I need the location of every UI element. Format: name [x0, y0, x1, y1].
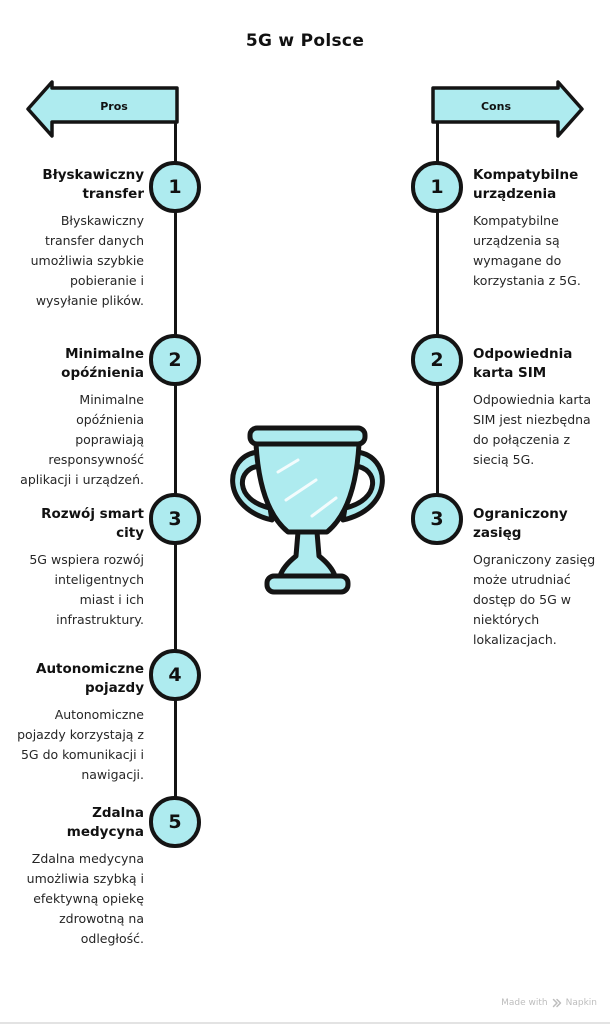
- page-title: 5G w Polsce: [245, 31, 365, 51]
- cons-item-2-title: Odpowiednia karta SIM: [473, 346, 573, 381]
- pros-item-5-title: Zdalna medycyna: [66, 805, 144, 840]
- pros-step-circle-2: [149, 334, 201, 386]
- cons-arrow-label: Cons: [480, 100, 512, 113]
- pros-item-2: [16, 345, 144, 490]
- cons-item-2-description: Odpowiednia karta SIM jest niezbędna do połączenia z siecią 5G.: [473, 392, 592, 467]
- napkin-logo-icon: [552, 998, 562, 1008]
- pros-step-circle-4: [149, 649, 201, 701]
- pros-item-1-title: Błyskawiczny transfer: [42, 167, 144, 202]
- pros-timeline-line: [174, 122, 177, 822]
- pros-item-1: [16, 166, 144, 311]
- pros-step-number-1: 1: [168, 176, 182, 198]
- pros-step-circle-5: [149, 796, 201, 848]
- cons-item-3-title: Ograniczony zasięg: [473, 506, 568, 541]
- trophy-icon: [220, 424, 395, 620]
- cons-step-circle-3: [411, 493, 463, 545]
- cons-item-1: [473, 166, 601, 291]
- trophy-rim: [250, 428, 365, 444]
- pros-step-circle-3: [149, 493, 201, 545]
- pros-arrow-label: Pros: [100, 100, 128, 113]
- pros-step-number-4: 4: [168, 664, 182, 686]
- cons-item-1-description: Kompatybilne urządzenia są wymagane do korzystania z 5G.: [473, 213, 581, 288]
- pros-step-circle-1: [149, 161, 201, 213]
- pros-item-3-title: Rozwój smart city: [41, 506, 144, 541]
- cons-step-number-3: 3: [430, 508, 444, 530]
- pros-item-3: [16, 505, 144, 630]
- cons-step-circle-1: [411, 161, 463, 213]
- pros-step-number-2: 2: [168, 349, 182, 371]
- pros-item-3-description: 5G wspiera rozwój inteligentnych miast i ich infrastruktury.: [29, 552, 144, 627]
- pros-arrow-icon: [20, 80, 182, 138]
- cons-step-circle-2: [411, 334, 463, 386]
- pros-item-2-description: Minimalne opóźnienia poprawiają responsywność aplikacji i urządzeń.: [20, 392, 144, 487]
- cons-arrow-icon: [428, 80, 590, 138]
- pros-item-2-title: Minimalne opóźnienia: [61, 346, 144, 381]
- watermark: [501, 998, 597, 1008]
- cons-step-number-1: 1: [430, 176, 444, 198]
- cons-item-1-title: Kompatybilne urządzenia: [473, 167, 579, 202]
- watermark-prefix: Made with: [501, 998, 548, 1008]
- pros-item-4-title: Autonomiczne pojazdy: [36, 661, 144, 696]
- cons-step-number-2: 2: [430, 349, 444, 371]
- cons-item-3-description: Ograniczony zasięg może utrudniać dostęp do 5G w niektórych lokalizacjach.: [473, 552, 596, 647]
- pros-step-number-5: 5: [168, 811, 182, 833]
- cons-item-2: [473, 345, 601, 470]
- pros-item-4-description: Autonomiczne pojazdy korzystają z 5G do komunikacji i nawigacji.: [17, 707, 144, 782]
- pros-item-1-description: Błyskawiczny transfer danych umożliwia szybkie pobieranie i wysyłanie plików.: [30, 213, 144, 308]
- trophy-stem: [280, 532, 335, 576]
- watermark-brand: Napkin: [565, 998, 597, 1008]
- pros-item-4: [16, 660, 144, 785]
- pros-item-5-description: Zdalna medycyna umożliwia szybką i efektywną opiekę zdrowotną na odległość.: [26, 851, 144, 946]
- pros-item-5: [16, 804, 144, 949]
- cons-item-3: [473, 505, 601, 650]
- pros-step-number-3: 3: [168, 508, 182, 530]
- trophy-base: [267, 576, 348, 592]
